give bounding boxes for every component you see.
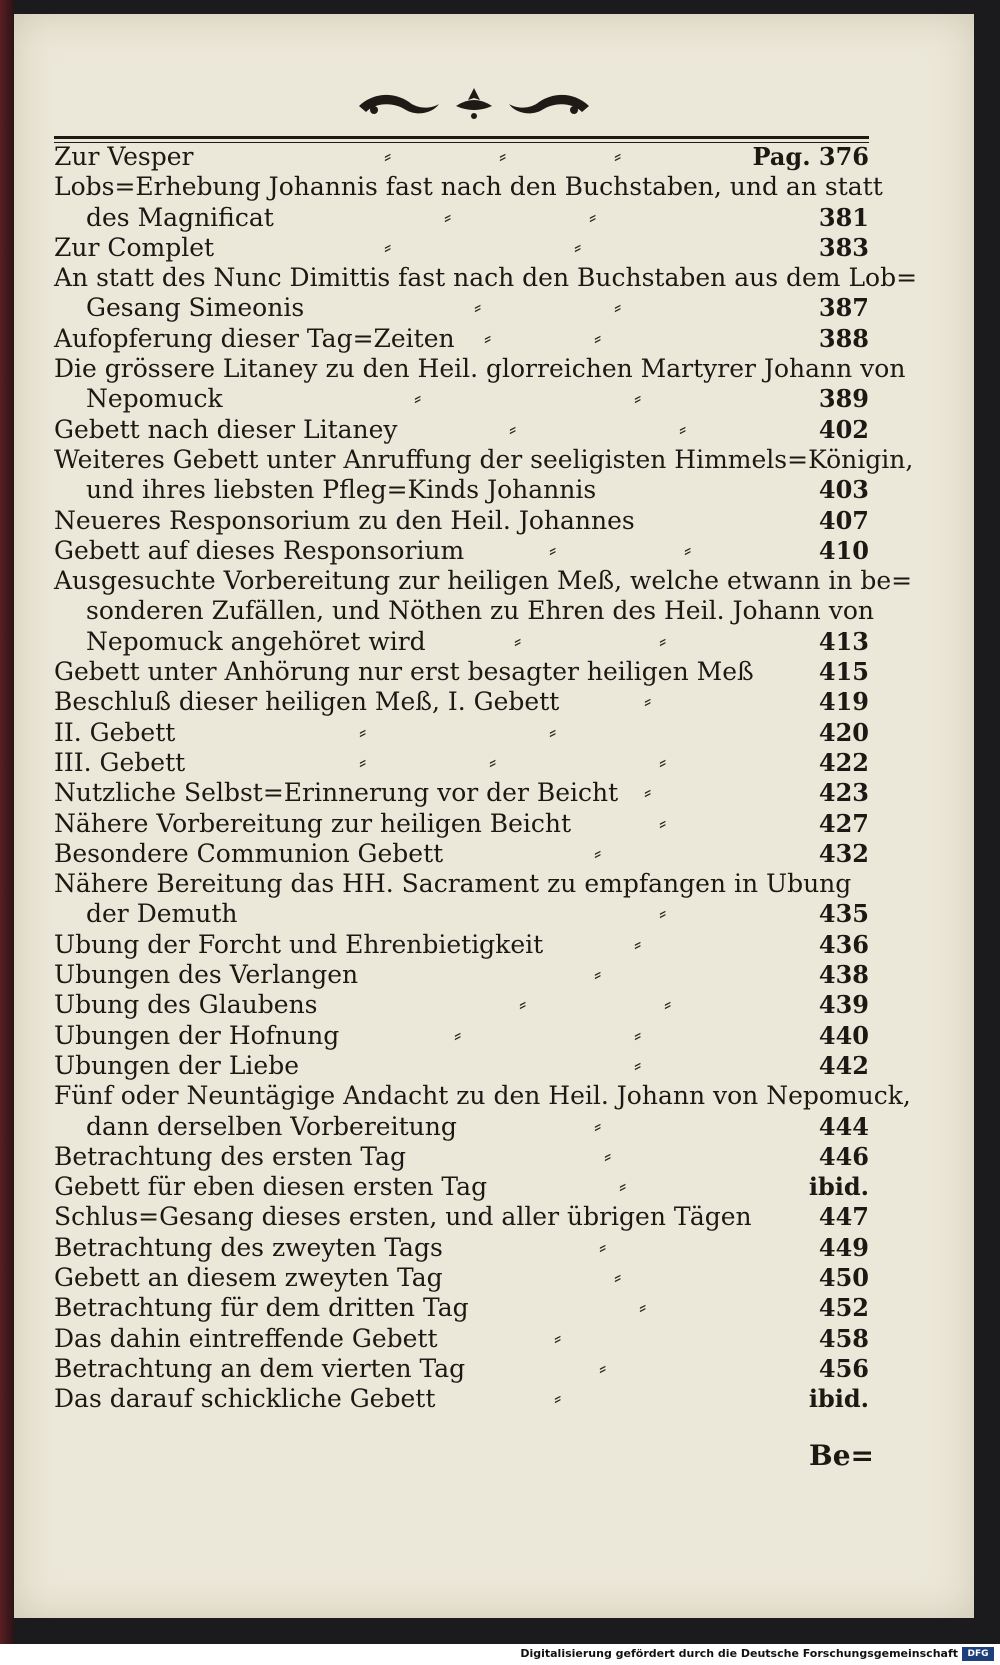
- toc-entry: [54, 536, 869, 566]
- toc-entry: [54, 293, 869, 323]
- toc-entry-page: 419: [818, 687, 869, 717]
- toc-entry-title: Betrachtung des ersten Tag: [54, 1141, 407, 1171]
- toc-entry-page: 432: [818, 838, 869, 868]
- toc-entry-page: Pag. 376: [752, 142, 869, 171]
- leader-mark: ⸗: [414, 386, 422, 412]
- toc-entry-title: Gebett unter Anhörung nur erst besagter heiligen Meß: [54, 657, 754, 687]
- toc-entry-page: 415: [818, 657, 869, 687]
- toc-entry-title: Ubung der Forcht und Ehrenbietigkeit: [54, 929, 544, 959]
- toc-entry-title: der Demuth: [86, 899, 238, 929]
- toc-entry: [54, 1263, 869, 1293]
- table-of-contents: [54, 142, 918, 1414]
- toc-entry-page: 449: [818, 1232, 869, 1262]
- toc-entry: [54, 1324, 869, 1354]
- toc-entry: [54, 1081, 911, 1111]
- toc-entry-page: 381: [818, 202, 869, 232]
- toc-entry: [54, 839, 869, 869]
- toc-entry-title: Nepomuck: [86, 384, 223, 414]
- toc-entry-title: III. Gebett: [54, 747, 186, 777]
- leader-mark: ⸗: [634, 1022, 642, 1048]
- toc-entry: [54, 1233, 869, 1263]
- catchword: Be=: [809, 1439, 874, 1472]
- leader-mark: ⸗: [664, 992, 672, 1018]
- toc-entry-title: und ihres liebsten Pfleg=Kinds Johannis: [86, 475, 597, 505]
- toc-entry-title: Gebett für eben diesen ersten Tag: [54, 1172, 488, 1202]
- toc-entry-title: Zur Vesper: [54, 142, 194, 171]
- toc-entry-title: Lobs=Erhebung Johannis fast nach den Buchstaben, und an statt: [54, 172, 883, 202]
- toc-entry-title: Weiteres Gebett unter Anruffung der seeligisten Himmels=Königin,: [54, 444, 914, 474]
- dfg-logo: DFG: [962, 1647, 994, 1661]
- toc-entry-title: Beschluß dieser heiligen Meß, I. Gebett: [54, 687, 560, 717]
- toc-entry-title: Gebett auf dieses Responsorium: [54, 535, 465, 565]
- toc-entry-title: sonderen Zufällen, und Nöthen zu Ehren des Heil. Johann von: [86, 596, 874, 626]
- toc-entry-page: 456: [818, 1353, 869, 1383]
- toc-entry-page: 422: [818, 747, 869, 777]
- toc-entry: [54, 899, 869, 929]
- toc-entry-title: Ausgesuchte Vorbereitung zur heiligen Meß, welche etwann in be=: [54, 566, 913, 596]
- toc-entry-page: 440: [818, 1020, 869, 1050]
- toc-entry: [54, 1293, 869, 1323]
- toc-entry-title: Das darauf schickliche Gebett: [54, 1384, 436, 1414]
- toc-entry-page: 383: [818, 232, 869, 262]
- leader-mark: ⸗: [614, 144, 622, 169]
- toc-entry-title: An statt des Nunc Dimittis fast nach den Buchstaben aus dem Lob=: [54, 263, 918, 293]
- leader-mark: ⸗: [594, 962, 602, 988]
- leader-mark: ⸗: [454, 1022, 462, 1048]
- toc-entry-title: Die grössere Litaney zu den Heil. glorreichen Martyrer Johann von: [54, 354, 906, 384]
- toc-entry-page: 444: [818, 1111, 869, 1141]
- toc-entry-title: Gesang Simeonis: [86, 293, 305, 323]
- leader-mark: ⸗: [619, 1174, 627, 1200]
- leader-mark: ⸗: [359, 719, 367, 745]
- toc-entry-page: 389: [818, 384, 869, 414]
- toc-entry: [54, 324, 869, 354]
- leader-mark: ⸗: [659, 628, 667, 654]
- leader-mark: ⸗: [614, 295, 622, 321]
- toc-entry-page: 439: [818, 990, 869, 1020]
- leader-mark: ⸗: [659, 810, 667, 836]
- leader-mark: ⸗: [594, 1113, 602, 1139]
- toc-entry-page: 452: [818, 1293, 869, 1323]
- leader-mark: ⸗: [514, 628, 522, 654]
- toc-entry: [54, 475, 869, 505]
- toc-entry: [54, 930, 869, 960]
- leader-mark: ⸗: [604, 1143, 612, 1169]
- toc-entry-page: 436: [818, 929, 869, 959]
- toc-entry: [54, 1202, 869, 1232]
- toc-entry-title: Das dahin eintreffende Gebett: [54, 1323, 438, 1353]
- leader-mark: ⸗: [594, 840, 602, 866]
- toc-entry-page: 407: [818, 505, 869, 535]
- leader-mark: ⸗: [484, 325, 492, 351]
- leader-mark: ⸗: [599, 1234, 607, 1260]
- leader-mark: ⸗: [639, 1295, 647, 1321]
- leader-mark: ⸗: [679, 416, 687, 442]
- leader-mark: ⸗: [509, 416, 517, 442]
- toc-entry-page: 458: [818, 1323, 869, 1353]
- toc-entry-page: 403: [818, 475, 869, 505]
- toc-entry-page: 410: [818, 535, 869, 565]
- toc-entry-page: 387: [818, 293, 869, 323]
- toc-entry: [54, 172, 883, 202]
- leader-mark: ⸗: [519, 992, 527, 1018]
- toc-entry-title: Neueres Responsorium zu den Heil. Johannes: [54, 505, 635, 535]
- leader-mark: ⸗: [549, 719, 557, 745]
- toc-entry-title: Ubung des Glaubens: [54, 990, 318, 1020]
- toc-entry: [54, 1021, 869, 1051]
- leader-mark: ⸗: [684, 537, 692, 563]
- toc-entry-title: Fünf oder Neuntägige Andacht zu den Heil. Johann von Nepomuck,: [54, 1081, 911, 1111]
- toc-entry: [54, 657, 869, 687]
- printer-ornament: [354, 84, 594, 124]
- toc-entry-page: 402: [818, 414, 869, 444]
- leader-mark: ⸗: [644, 780, 652, 806]
- leader-mark: ⸗: [644, 689, 652, 715]
- toc-entry-page: 388: [818, 323, 869, 353]
- toc-entry: [54, 960, 869, 990]
- toc-entry-title: Besondere Communion Gebett: [54, 838, 444, 868]
- digitization-footer: [0, 1644, 1000, 1665]
- toc-entry-title: Betrachtung an dem vierten Tag: [54, 1353, 466, 1383]
- toc-entry: [54, 1354, 869, 1384]
- toc-entry-page: 447: [818, 1202, 869, 1232]
- leader-mark: ⸗: [589, 204, 597, 230]
- toc-entry: [54, 142, 869, 172]
- toc-entry: [54, 354, 906, 384]
- book-spine-edge: [0, 0, 14, 1665]
- toc-entry-page: 413: [818, 626, 869, 656]
- toc-entry: [54, 233, 869, 263]
- leader-mark: ⸗: [554, 1325, 562, 1351]
- toc-entry: [54, 869, 869, 899]
- leader-mark: ⸗: [659, 901, 667, 927]
- header-rule-thick: [54, 136, 869, 139]
- leader-mark: ⸗: [554, 1386, 562, 1412]
- toc-entry-title: Aufopferung dieser Tag=Zeiten: [54, 323, 455, 353]
- leader-mark: ⸗: [634, 386, 642, 412]
- toc-entry-page: 438: [818, 960, 869, 990]
- leader-mark: ⸗: [634, 1052, 642, 1078]
- toc-entry-page: 423: [818, 778, 869, 808]
- toc-entry-title: Ubungen des Verlangen: [54, 960, 359, 990]
- toc-entry-title: Schlus=Gesang dieses ersten, und aller übrigen Tägen: [54, 1202, 752, 1232]
- toc-entry-title: Ubungen der Liebe: [54, 1050, 300, 1080]
- toc-entry-title: Gebett an diesem zweyten Tag: [54, 1262, 443, 1292]
- toc-entry: [54, 687, 869, 717]
- toc-entry-title: dann derselben Vorbereitung: [86, 1111, 457, 1141]
- leader-mark: ⸗: [489, 749, 497, 775]
- leader-mark: ⸗: [549, 537, 557, 563]
- leader-mark: ⸗: [594, 325, 602, 351]
- toc-entry: [54, 506, 869, 536]
- toc-entry-page: 427: [818, 808, 869, 838]
- leader-mark: ⸗: [634, 931, 642, 957]
- toc-entry: [54, 1172, 869, 1202]
- toc-entry: [54, 718, 869, 748]
- leader-mark: ⸗: [614, 1264, 622, 1290]
- toc-entry: [54, 444, 914, 475]
- toc-entry: [54, 1051, 869, 1081]
- toc-entry: [54, 990, 869, 1020]
- toc-entry: [54, 1142, 869, 1172]
- toc-entry: [54, 415, 869, 445]
- toc-entry-title: Gebett nach dieser Litaney: [54, 414, 398, 444]
- toc-entry-page: 420: [818, 717, 869, 747]
- toc-entry: [54, 203, 869, 233]
- toc-entry-title: Nepomuck angehöret wird: [86, 626, 426, 656]
- toc-entry: [54, 596, 874, 626]
- leader-mark: ⸗: [499, 144, 507, 169]
- toc-entry: [54, 1112, 869, 1142]
- toc-entry-page: 442: [818, 1050, 869, 1080]
- toc-entry-title: des Magnificat: [86, 202, 274, 232]
- leader-mark: ⸗: [474, 295, 482, 321]
- toc-entry-title: Ubungen der Hofnung: [54, 1020, 340, 1050]
- toc-entry-page: 450: [818, 1262, 869, 1292]
- leader-mark: ⸗: [384, 144, 392, 169]
- leader-mark: ⸗: [444, 204, 452, 230]
- toc-entry-title: Nähere Bereitung das HH. Sacrament zu empfangen in Ubung: [54, 869, 852, 899]
- toc-entry-page: ibid.: [808, 1384, 869, 1414]
- toc-entry-page: 435: [818, 899, 869, 929]
- leader-mark: ⸗: [659, 749, 667, 775]
- leader-mark: ⸗: [384, 234, 392, 260]
- toc-entry-page: 446: [818, 1141, 869, 1171]
- toc-entry-title: Nähere Vorbereitung zur heiligen Beicht: [54, 808, 572, 838]
- book-page: [14, 14, 974, 1618]
- toc-entry-title: II. Gebett: [54, 717, 176, 747]
- toc-entry-title: Zur Complet: [54, 232, 215, 262]
- toc-entry: [54, 809, 869, 839]
- toc-entry-page: ibid.: [808, 1172, 869, 1202]
- toc-entry: [54, 1384, 869, 1414]
- toc-entry: [54, 384, 869, 414]
- toc-entry: [54, 566, 913, 596]
- leader-mark: ⸗: [359, 749, 367, 775]
- footer-credit: Digitalisierung gefördert durch die Deutsche Forschungsgemeinschaft: [520, 1647, 958, 1660]
- toc-entry: [54, 627, 869, 657]
- toc-entry: [54, 263, 918, 293]
- toc-entry: [54, 778, 869, 808]
- toc-entry-title: Nutzliche Selbst=Erinnerung vor der Beicht: [54, 778, 619, 808]
- toc-entry-title: Betrachtung für dem dritten Tag: [54, 1293, 469, 1323]
- leader-mark: ⸗: [574, 234, 582, 260]
- leader-mark: ⸗: [599, 1355, 607, 1381]
- toc-entry-title: Betrachtung des zweyten Tags: [54, 1232, 443, 1262]
- toc-entry: [54, 748, 869, 778]
